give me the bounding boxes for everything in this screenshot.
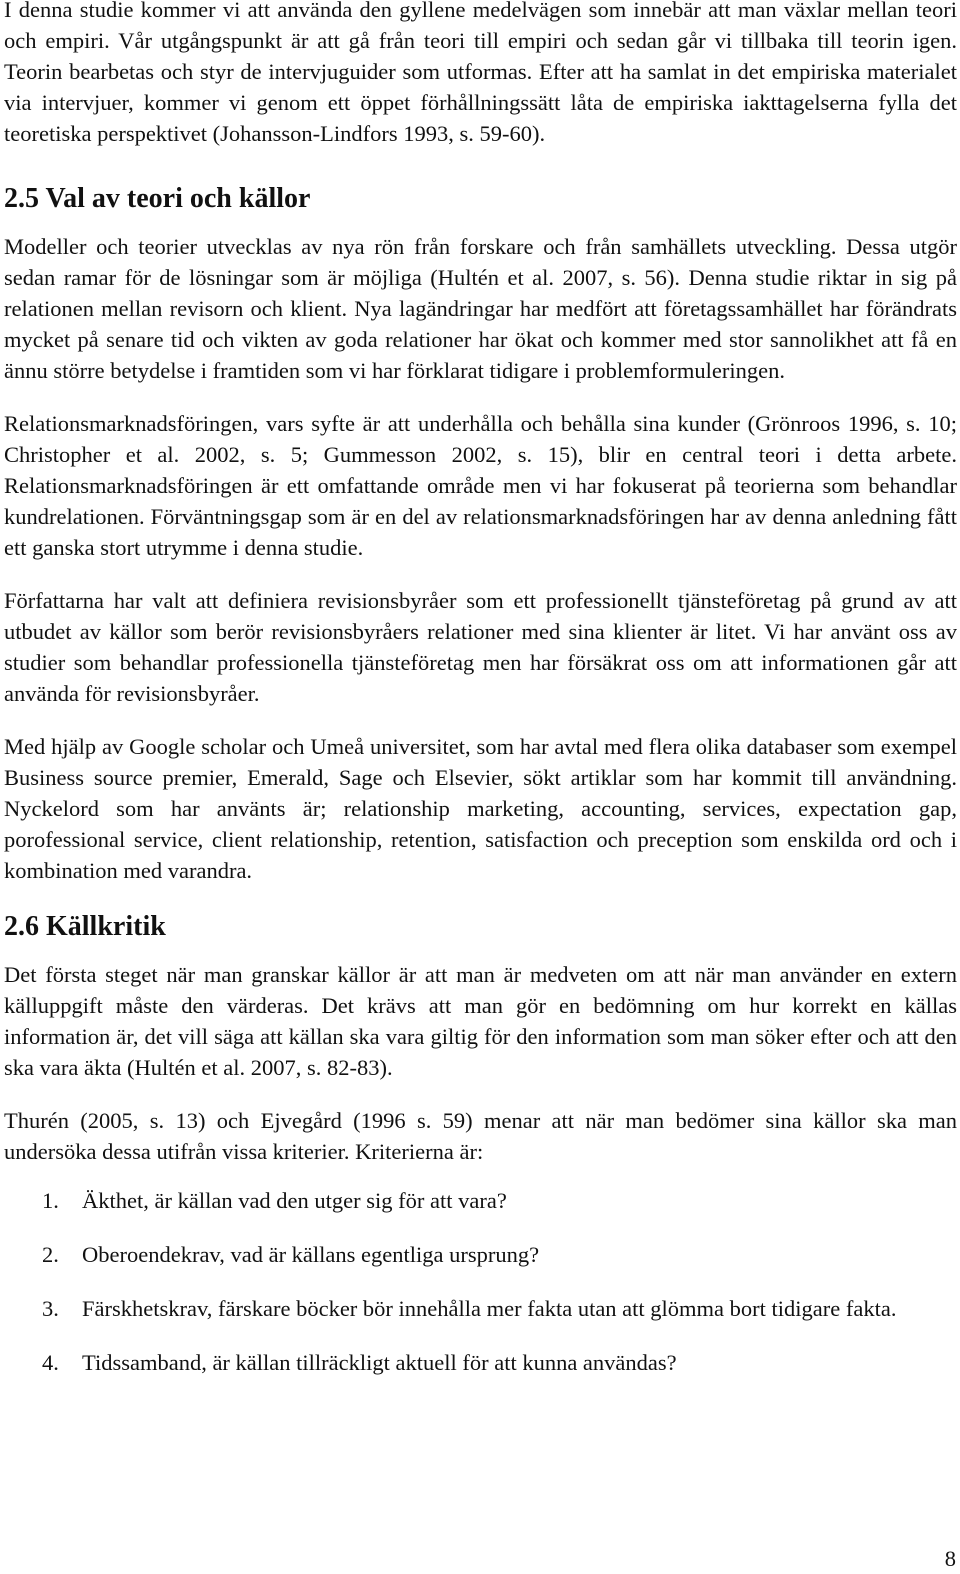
list-item-text: Färskhetskrav, färskare böcker bör innehålla mer fakta utan att glömma bort tidigare fakta.	[82, 1296, 897, 1321]
paragraph-search-databases: Med hjälp av Google scholar och Umeå universitet, som har avtal med flera olika databaser som exempel Business source premier, Emerald, Sage och Elsevier, sökt artiklar som har kommit till användning. Nyckelord som har använts är; relationship marketing, accounting, services, expectation gap, porofessional service, client relationship, retention, satisfaction och preception som enskilda ord och i kombination med varandra.	[4, 734, 957, 883]
list-item	[4, 1347, 957, 1378]
list-item-text: Tidssamband, är källan tillräckligt aktuell för att kunna användas?	[82, 1350, 677, 1375]
list-item-text: Äkthet, är källan vad den utger sig för att vara?	[82, 1188, 507, 1213]
paragraph-source-evaluation: Det första steget när man granskar källor är att man är medveten om att när man använder en extern källuppgift måste den värderas. Det krävs att man gör en bedömning om hur korrekt en källas information är, det vill säga att källan ska vara giltig för den information som man söker efter och att den ska vara äkta (Hultén et al. 2007, s. 82-83).	[4, 962, 957, 1080]
paragraph-audit-firms: Författarna har valt att definiera revisionsbyråer som ett professionellt tjänsteföretag på grund av att utbudet av källor som berör revisionsbyråers relationer med sina klienter är litet. Vi har använt oss av studier som behandlar professionella tjänsteföretag men har försäkrat oss om att informationen går att använda för revisionsbyråer.	[4, 588, 957, 706]
paragraph-models-theories: Modeller och teorier utvecklas av nya rön från forskare och från samhällets utveckling. Dessa utgör sedan ramar för de lösningar som är möjliga (Hultén et al. 2007, s. 56). Denna studie riktar in sig på relationen mellan revisorn och klient. Nya lagändringar har medfört att företagssamhället har förändrats mycket på senare tid och vikten av goda relationer har ökat och kommer med stor sannolikhet att få en ännu större betydelse i framtiden som vi har förklarat tidigare i problemformuleringen.	[4, 234, 957, 383]
page-number: 8	[944, 1546, 956, 1571]
list-item	[4, 1185, 957, 1216]
paragraph-criteria-intro: Thurén (2005, s. 13) och Ejvegård (1996 s. 59) menar att när man bedömer sina källor ska man undersöka dessa utifrån vissa kriterier. Kriterierna är:	[4, 1108, 957, 1164]
document-page	[4, 0, 957, 1401]
list-item	[4, 1293, 957, 1324]
list-item-number: 2.	[42, 1242, 59, 1267]
section-heading-2-6: 2.6 Källkritik	[4, 911, 166, 942]
paragraph-method: I denna studie kommer vi att använda den gyllene medelvägen som innebär att man växlar mellan teori och empiri. Vår utgångspunkt är att gå från teori till empiri och sedan går vi tillbaka till teorin igen. Teorin bearbetas och styr de intervjuguider som utformas. Efter att ha samlat in det empiriska materialet via intervjuer, kommer vi genom ett öppet förhållningssätt låta de empiriska iakttagelserna fylla det teoretiska perspektivet (Johansson-Lindfors 1993, s. 59-60).	[4, 0, 957, 146]
section-heading-2-5: 2.5 Val av teori och källor	[4, 183, 311, 214]
list-item-text: Oberoendekrav, vad är källans egentliga ursprung?	[82, 1242, 540, 1267]
list-item-number: 3.	[42, 1296, 59, 1321]
paragraph-relationship-marketing: Relationsmarknadsföringen, vars syfte är att underhålla och behålla sina kunder (Grönroos 1996, s. 10; Christopher et al. 2002, s. 5; Gummesson 2002, s. 15), blir en central teori i detta arbete. Relationsmarknadsföringen är ett omfattande område men vi har fokuserat på teorierna som behandlar kundrelationen. Förväntningsgap som är en del av relationsmarknadsföringen har av denna anledning fått ett ganska stort utrymme i denna studie.	[4, 411, 957, 560]
list-item-number: 4.	[42, 1350, 59, 1375]
list-item-number: 1.	[42, 1188, 59, 1213]
list-item	[4, 1239, 957, 1270]
criteria-list	[4, 1185, 957, 1378]
